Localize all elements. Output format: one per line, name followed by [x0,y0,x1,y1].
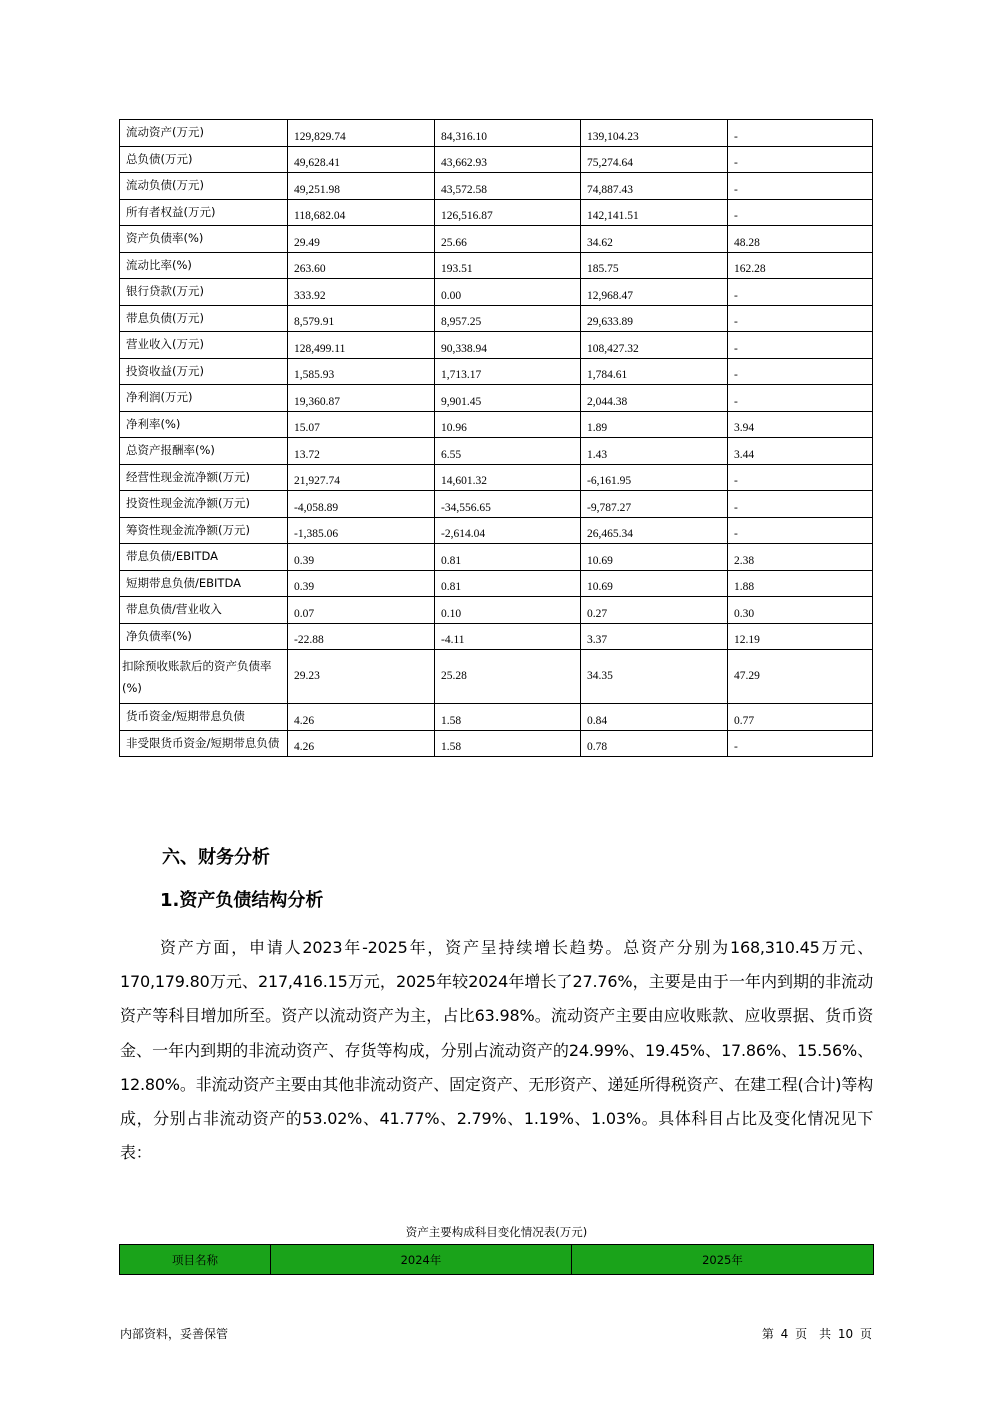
row-label: 投资性现金流净额(万元) [120,491,288,518]
row-value-v2: -34,556.65 [435,491,581,518]
row-value-v1: 15.07 [288,411,435,438]
row-value-v3: 0.78 [581,730,728,757]
row-value-v3: 75,274.64 [581,146,728,173]
section-title: 六、财务分析 [162,847,270,868]
row-label: 营业收入(万元) [120,332,288,359]
row-value-v1: 1,585.93 [288,358,435,385]
row-value-v4: 0.77 [728,704,873,731]
row-value-v4: 0.30 [728,597,873,624]
row-value-v4: - [728,358,873,385]
row-value-v3: 74,887.43 [581,173,728,200]
table-caption: 资产主要构成科目变化情况表(万元) [405,1225,588,1239]
row-value-v4: - [728,491,873,518]
table-row [120,438,873,465]
row-value-v3: 142,141.51 [581,199,728,226]
row-value-v4: - [728,385,873,412]
row-value-v4: - [728,199,873,226]
row-value-v4: 2.38 [728,544,873,571]
row-value-v1: 29.23 [288,650,435,704]
row-value-v1: 29.49 [288,226,435,253]
row-value-v2: 1.58 [435,704,581,731]
row-value-v1: 118,682.04 [288,199,435,226]
table-row [120,411,873,438]
row-value-v3: 10.69 [581,544,728,571]
row-value-v4: - [728,146,873,173]
table-row [120,358,873,385]
row-value-v1: -4,058.89 [288,491,435,518]
table-row [120,597,873,624]
row-value-v2: 43,572.58 [435,173,581,200]
row-value-v2: 0.00 [435,279,581,306]
table-row [120,623,873,650]
row-value-v1: 49,628.41 [288,146,435,173]
table-row [120,650,873,704]
analysis-paragraph: 资产方面，申请人2023年-2025年，资产呈持续增长趋势。总资产分别为168,310.45万元、170,179.80万元、217,416.15万元，2025年较2024年增长了27.76%，主要是由于一年内到期的非流动资产等科目增加所至。资产以流动资产为主，占比63.98%。流动资产主要由应收账款、应收票据、货币资金、一年内到期的非流动资产、存货等构成，分别占流动资产的24.99%、19.45%、17.86%、15.56%、12.80%。非流动资产主要由其他非流动资产、固定资产、无形资产、递延所得税资产、在建工程(合计)等构成，分别占非流动资产的53.02%、41.77%、2.79%、1.19%、1.03%。具体科目占比及变化情况见下表： [120,938,873,1163]
row-value-v3: 10.69 [581,570,728,597]
row-value-v2: 0.81 [435,570,581,597]
row-label: 流动资产(万元) [120,120,288,147]
row-value-v1: 4.26 [288,730,435,757]
table-row [120,544,873,571]
row-value-v1: 0.39 [288,544,435,571]
row-label: 短期带息负债/EBITDA [120,570,288,597]
row-value-v3: 0.84 [581,704,728,731]
table-row [120,199,873,226]
row-value-v3: 29,633.89 [581,305,728,332]
row-value-v2: 6.55 [435,438,581,465]
row-value-v3: 12,968.47 [581,279,728,306]
row-value-v1: 13.72 [288,438,435,465]
row-value-v4: - [728,517,873,544]
row-label: 货币资金/短期带息负债 [120,704,288,731]
subsection-title: 1.资产负债结构分析 [160,890,324,911]
row-label: 非受限货币资金/短期带息负债 [120,730,288,757]
row-value-v3: 0.27 [581,597,728,624]
table-header-row [120,1245,874,1275]
row-value-v3: -6,161.95 [581,464,728,491]
row-value-v4: 47.29 [728,650,873,704]
row-label: 扣除预收账款后的资产负债率(%) [120,650,288,704]
row-label: 资产负债率(%) [120,226,288,253]
row-value-v1: 19,360.87 [288,385,435,412]
row-value-v2: -2,614.04 [435,517,581,544]
row-value-v4: - [728,332,873,359]
row-value-v4: 162.28 [728,252,873,279]
row-value-v1: 129,829.74 [288,120,435,147]
table-row [120,120,873,147]
row-label: 净利率(%) [120,411,288,438]
table-row [120,570,873,597]
row-value-v3: -9,787.27 [581,491,728,518]
row-value-v1: 333.92 [288,279,435,306]
row-value-v1: -22.88 [288,623,435,650]
row-label: 净负债率(%) [120,623,288,650]
row-value-v4: - [728,173,873,200]
row-value-v1: 128,499.11 [288,332,435,359]
row-value-v4: - [728,305,873,332]
table-row [120,730,873,757]
table-row [120,385,873,412]
row-label: 银行贷款(万元) [120,279,288,306]
row-value-v1: 21,927.74 [288,464,435,491]
row-value-v2: 1,713.17 [435,358,581,385]
table-row [120,173,873,200]
row-value-v1: 0.39 [288,570,435,597]
row-value-v3: 34.62 [581,226,728,253]
row-value-v4: - [728,730,873,757]
row-value-v3: 34.35 [581,650,728,704]
row-value-v4: 48.28 [728,226,873,253]
row-value-v4: 1.88 [728,570,873,597]
financial-indicators-table [119,119,873,757]
row-value-v4: 3.44 [728,438,873,465]
row-value-v2: 10.96 [435,411,581,438]
row-value-v3: 2,044.38 [581,385,728,412]
table-row [120,517,873,544]
row-label: 带息负债/营业收入 [120,597,288,624]
row-value-v2: 84,316.10 [435,120,581,147]
row-value-v2: 8,957.25 [435,305,581,332]
table-row [120,305,873,332]
row-label: 经营性现金流净额(万元) [120,464,288,491]
header-year-2024: 2024年 [271,1245,572,1275]
row-label: 带息负债(万元) [120,305,288,332]
row-value-v3: 108,427.32 [581,332,728,359]
table-row [120,146,873,173]
table-row [120,704,873,731]
table-row [120,252,873,279]
row-value-v2: 0.10 [435,597,581,624]
row-label: 净利润(万元) [120,385,288,412]
row-value-v2: 43,662.93 [435,146,581,173]
row-value-v2: 14,601.32 [435,464,581,491]
table-row [120,464,873,491]
row-label: 流动比率(%) [120,252,288,279]
row-value-v1: 8,579.91 [288,305,435,332]
row-value-v3: 26,465.34 [581,517,728,544]
table-row [120,279,873,306]
row-value-v3: 1.43 [581,438,728,465]
financial-table-body [120,120,873,757]
row-value-v3: 185.75 [581,252,728,279]
row-value-v4: 12.19 [728,623,873,650]
row-value-v3: 3.37 [581,623,728,650]
table-row [120,491,873,518]
row-value-v4: - [728,464,873,491]
row-value-v3: 1,784.61 [581,358,728,385]
row-label: 带息负债/EBITDA [120,544,288,571]
row-value-v1: -1,385.06 [288,517,435,544]
row-value-v4: - [728,120,873,147]
row-label: 筹资性现金流净额(万元) [120,517,288,544]
row-value-v4: - [728,279,873,306]
table-row [120,226,873,253]
header-year-2025: 2025年 [572,1245,874,1275]
row-value-v2: 9,901.45 [435,385,581,412]
row-label: 总资产报酬率(%) [120,438,288,465]
row-value-v2: -4.11 [435,623,581,650]
footer-page-number: 第 4 页 共 10 页 [761,1327,872,1341]
row-value-v1: 4.26 [288,704,435,731]
table-row [120,332,873,359]
row-label: 总负债(万元) [120,146,288,173]
footer-confidential-note: 内部资料，妥善保管 [120,1327,229,1341]
row-value-v2: 90,338.94 [435,332,581,359]
row-value-v4: 3.94 [728,411,873,438]
asset-composition-table [119,1244,874,1275]
row-value-v2: 126,516.87 [435,199,581,226]
row-value-v2: 1.58 [435,730,581,757]
row-label: 流动负债(万元) [120,173,288,200]
row-value-v2: 25.28 [435,650,581,704]
header-item-name: 项目名称 [120,1245,271,1275]
row-value-v1: 49,251.98 [288,173,435,200]
row-value-v1: 263.60 [288,252,435,279]
row-label: 所有者权益(万元) [120,199,288,226]
row-value-v1: 0.07 [288,597,435,624]
row-value-v3: 139,104.23 [581,120,728,147]
row-value-v3: 1.89 [581,411,728,438]
row-value-v2: 25.66 [435,226,581,253]
row-label: 投资收益(万元) [120,358,288,385]
row-value-v2: 193.51 [435,252,581,279]
row-value-v2: 0.81 [435,544,581,571]
